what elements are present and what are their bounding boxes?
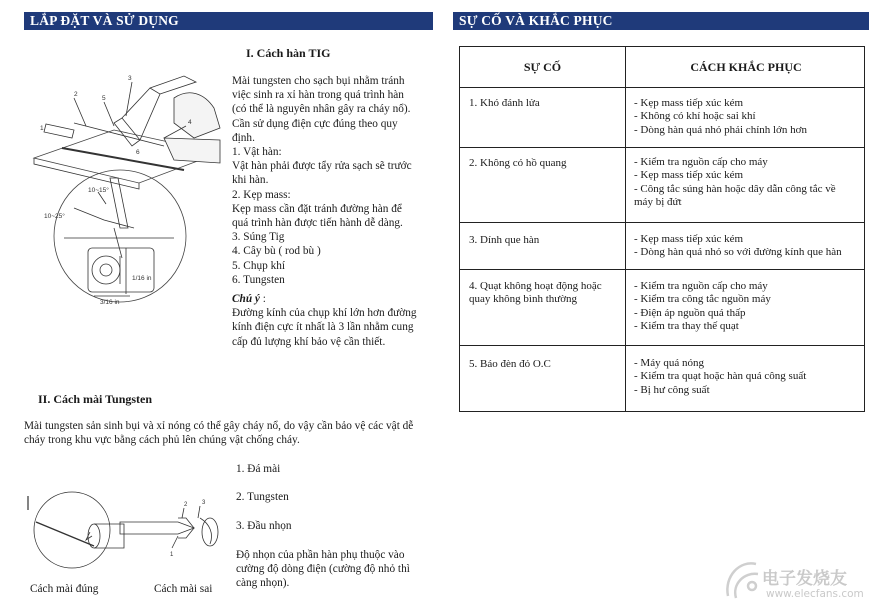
fig2-label-2: 2: [184, 502, 188, 508]
right-section-header: SỰ CỐ VÀ KHẮC PHỤC: [453, 12, 869, 30]
grinding-list-item-3: 3. Đầu nhọn: [236, 520, 292, 532]
tungsten-grinding-illustration: [24, 488, 229, 570]
grinding-list-item-2: 2. Tungsten: [236, 491, 289, 503]
watermark-url: www.elecfans.com: [766, 588, 864, 600]
fig1-label-5: 5: [102, 95, 106, 102]
table-row-divider: [460, 345, 864, 346]
fig1-label-2: 2: [74, 91, 78, 98]
table-cell-fix: - Máy quá nóng - Kiểm tra quạt hoặc hàn quá công suất - Bị hư công suất: [634, 357, 807, 396]
fig1-angle-b: 10~25°: [44, 213, 65, 220]
table-cell-fix: - Kiểm tra nguồn cấp cho máy - Kiểm tra công tắc nguồn máy - Điện áp nguồn quá thấp - Kiểm tra thay thế quạt: [634, 280, 771, 333]
table-cell-issue: 2. Không có hồ quang: [469, 157, 567, 169]
section2-text: Mài tungsten sản sinh bụi và xỉ nóng có thể gây cháy nổ, do vậy cần bảo vệ các vật dễ cháy trong khu vực bằng cách phủ lên chúng vật chống cháy.: [24, 420, 414, 447]
tig-welding-illustration: [14, 68, 226, 306]
fig1-label-3: 3: [128, 75, 132, 82]
left-section-header: LẮP ĐẶT VÀ SỬ DỤNG: [24, 12, 433, 30]
section1-text: Mài tungsten cho sạch bụi nhằm tránh việc sinh ra xỉ hàn trong quá trình hàn (có thể là nguyên nhân gây ra cháy nổ). Cần sử dụng điện cực đúng theo quy định. 1. Vật hàn: Vật hàn phải được tẩy rửa sạch sẽ trước khi hàn. 2. Kẹp mass: Kẹp mass cần đặt tránh đường hàn để quá trình hàn được tiến hành dễ dàng. 3. Súng Tig 4. Cây bù ( rod bù ) 5. Chụp khí 6. Tungsten Chú ý : Đường kính của chụp khí lớn hơn đường kính điện cực ít nhất là 3 lần nhằm cung cấp đủ lượng khí bảo vệ cần thiết.: [232, 75, 417, 348]
troubleshooting-table: [459, 46, 865, 412]
table-column-divider: [625, 47, 626, 411]
table-cell-issue: 4. Quạt không hoạt động hoặc quay không bình thường: [469, 280, 602, 306]
table-cell-issue: 5. Báo đèn đỏ O.C: [469, 358, 551, 370]
fig2-label-3: 3: [202, 500, 206, 506]
grinding-list-item-1: 1. Đá mài: [236, 463, 281, 475]
caption-wrong-grinding: Cách mài sai: [154, 583, 213, 595]
section1-title: I. Cách hàn TIG: [246, 46, 331, 60]
table-row-divider: [460, 147, 864, 148]
watermark-logo-icon: [722, 556, 762, 602]
section2-title: II. Cách mài Tungsten: [38, 392, 153, 406]
fig1-dim-a: 1/16 in: [132, 275, 152, 282]
fig1-angle-a: 10~15°: [88, 187, 109, 194]
note-title: Chú ý: [232, 293, 260, 306]
table-cell-fix: - Kiểm tra nguồn cấp cho máy - Kẹp mass tiếp xúc kém - Công tắc súng hàn hoặc dây dẫn công tắc về máy bị đứt: [634, 156, 836, 209]
table-row-divider: [460, 222, 864, 223]
table-header-issue: SỰ CỐ: [523, 60, 562, 74]
table-row-divider: [460, 269, 864, 270]
fig2-label-1: 1: [170, 552, 174, 558]
table-cell-issue: 3. Dính que hàn: [469, 234, 540, 246]
table-row-divider: [460, 87, 864, 88]
table-header-fix: CÁCH KHẮC PHỤC: [690, 60, 802, 74]
fig1-label-1: 1: [40, 125, 44, 132]
fig1-label-4: 4: [188, 119, 192, 126]
fig1-dim-b: 3/16 in: [100, 299, 120, 306]
table-cell-fix: - Kẹp mass tiếp xúc kém - Dòng hàn quá nhỏ so với đường kính que hàn: [634, 233, 842, 259]
fig1-label-6: 6: [136, 149, 140, 156]
grinding-paragraph: Độ nhọn của phần hàn phụ thuộc vào cường độ dòng điện (cường độ nhỏ thì càng nhọn).: [236, 549, 410, 590]
caption-correct-grinding: Cách mài đúng: [30, 583, 99, 595]
table-cell-issue: 1. Khó đánh lửa: [469, 97, 540, 109]
watermark-brand: 电子发烧友: [762, 569, 847, 589]
table-cell-fix: - Kẹp mass tiếp xúc kém - Không có khí hoặc sai khí - Dòng hàn quá nhỏ phải chỉnh lớn hơn: [634, 97, 807, 136]
